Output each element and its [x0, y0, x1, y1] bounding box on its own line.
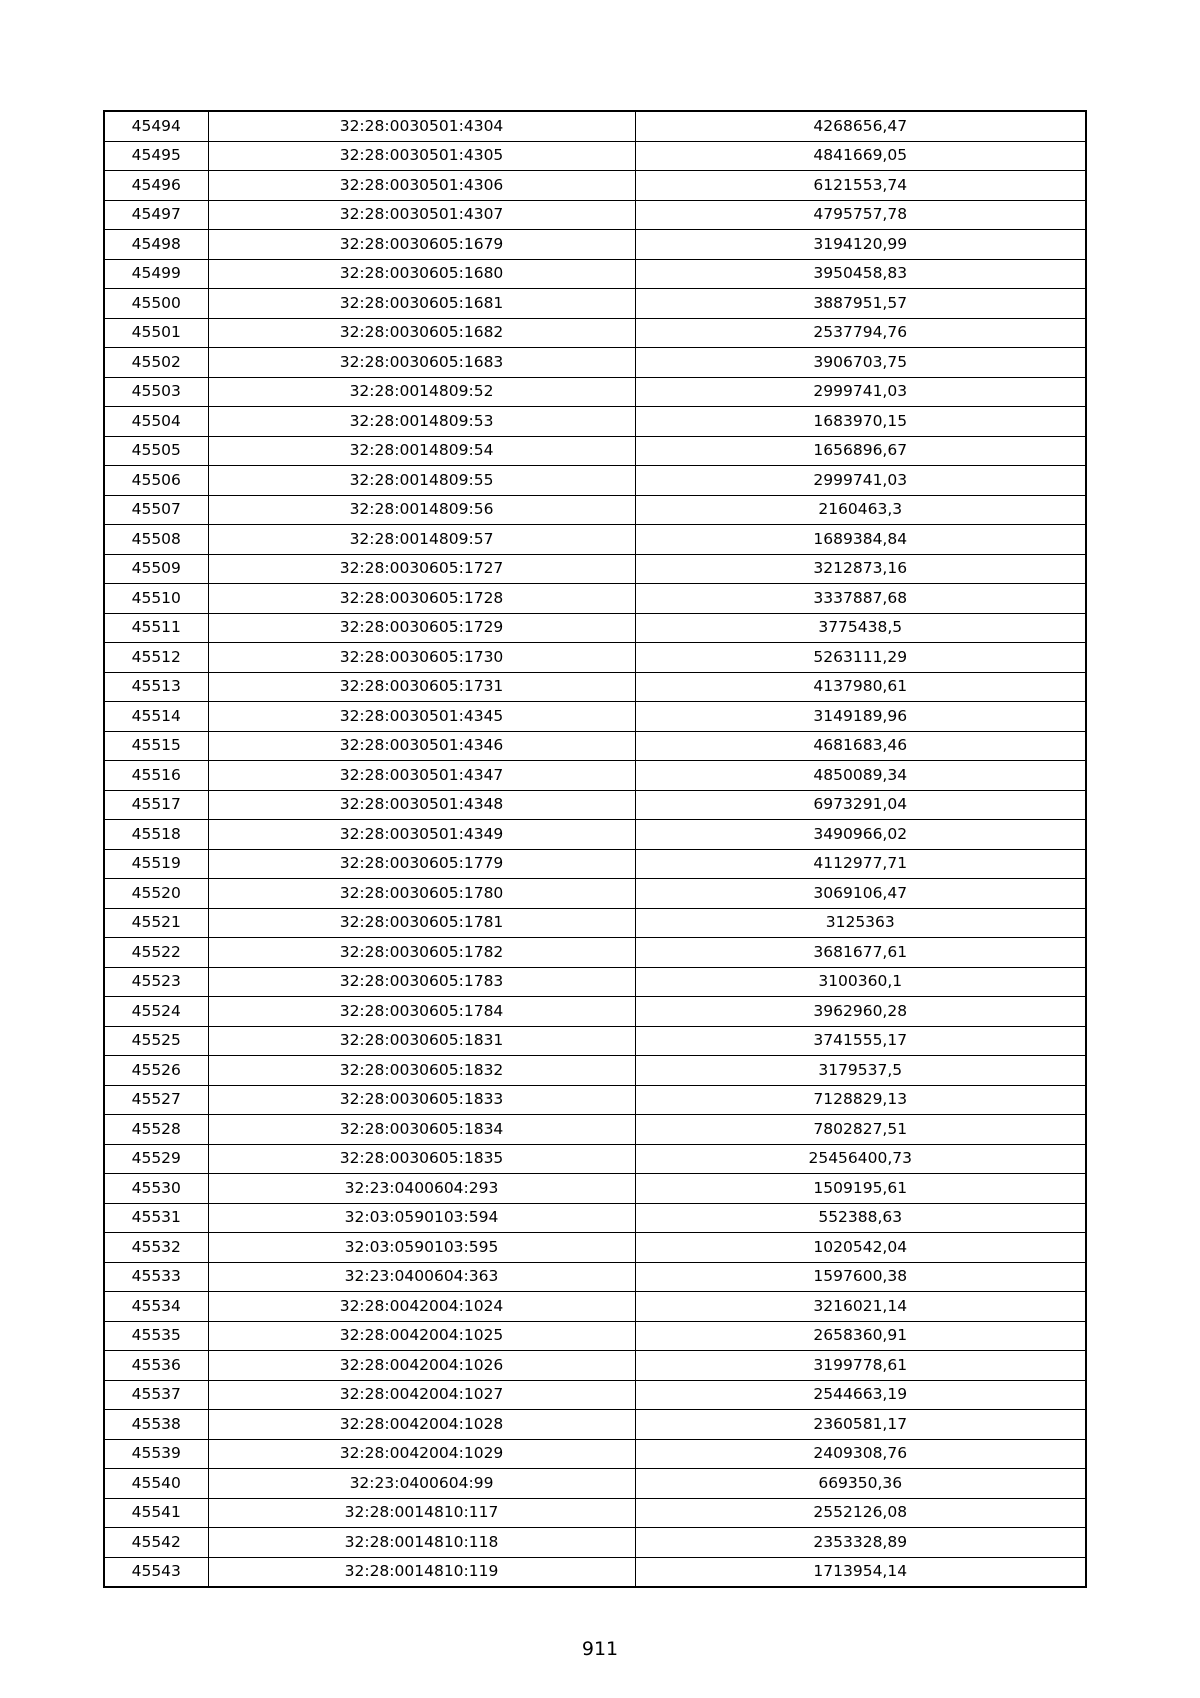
- cadastral-number-cell: 32:28:0014809:56: [208, 495, 635, 525]
- value-cell: 2544663,19: [635, 1380, 1086, 1410]
- value-cell: 3216021,14: [635, 1292, 1086, 1322]
- cadastral-number-cell: 32:28:0030605:1680: [208, 259, 635, 289]
- row-number-cell: 45513: [104, 672, 208, 702]
- table-row: [104, 111, 1086, 141]
- cadastral-number-cell: 32:28:0030501:4347: [208, 761, 635, 791]
- value-cell: 3490966,02: [635, 820, 1086, 850]
- table-row: [104, 1528, 1086, 1558]
- table-row: [104, 200, 1086, 230]
- value-cell: 3775438,5: [635, 613, 1086, 643]
- cadastral-number-cell: 32:28:0030605:1780: [208, 879, 635, 909]
- value-cell: 1713954,14: [635, 1557, 1086, 1587]
- value-cell: 3069106,47: [635, 879, 1086, 909]
- cadastral-number-cell: 32:28:0030501:4305: [208, 141, 635, 171]
- row-number-cell: 45507: [104, 495, 208, 525]
- table-row: [104, 938, 1086, 968]
- table-row: [104, 997, 1086, 1027]
- row-number-cell: 45498: [104, 230, 208, 260]
- row-number-cell: 45517: [104, 790, 208, 820]
- value-cell: 4112977,71: [635, 849, 1086, 879]
- row-number-cell: 45510: [104, 584, 208, 614]
- table-row: [104, 348, 1086, 378]
- value-cell: 1683970,15: [635, 407, 1086, 437]
- table-row: [104, 1498, 1086, 1528]
- cadastral-number-cell: 32:28:0030501:4346: [208, 731, 635, 761]
- value-cell: 2999741,03: [635, 377, 1086, 407]
- table-row: [104, 1321, 1086, 1351]
- cadastral-number-cell: 32:28:0030605:1835: [208, 1144, 635, 1174]
- table-row: [104, 466, 1086, 496]
- table-row: [104, 1292, 1086, 1322]
- table-row: [104, 820, 1086, 850]
- page-number: 911: [581, 1638, 619, 1660]
- row-number-cell: 45537: [104, 1380, 208, 1410]
- cadastral-number-cell: 32:28:0014809:52: [208, 377, 635, 407]
- cadastral-number-cell: 32:28:0014810:117: [208, 1498, 635, 1528]
- value-cell: 1597600,38: [635, 1262, 1086, 1292]
- cadastral-number-cell: 32:28:0014810:119: [208, 1557, 635, 1587]
- value-cell: 7128829,13: [635, 1085, 1086, 1115]
- cadastral-number-cell: 32:28:0030605:1832: [208, 1056, 635, 1086]
- row-number-cell: 45535: [104, 1321, 208, 1351]
- value-cell: 6121553,74: [635, 171, 1086, 201]
- row-number-cell: 45505: [104, 436, 208, 466]
- table-row: [104, 643, 1086, 673]
- cadastral-number-cell: 32:03:0590103:595: [208, 1233, 635, 1263]
- row-number-cell: 45501: [104, 318, 208, 348]
- row-number-cell: 45531: [104, 1203, 208, 1233]
- cadastral-number-cell: 32:28:0042004:1024: [208, 1292, 635, 1322]
- cadastral-number-cell: 32:28:0042004:1027: [208, 1380, 635, 1410]
- value-cell: 3125363: [635, 908, 1086, 938]
- row-number-cell: 45539: [104, 1439, 208, 1469]
- value-cell: 4268656,47: [635, 111, 1086, 141]
- table-row: [104, 171, 1086, 201]
- value-cell: 4137980,61: [635, 672, 1086, 702]
- row-number-cell: 45497: [104, 200, 208, 230]
- value-cell: 2160463,3: [635, 495, 1086, 525]
- table-row: [104, 230, 1086, 260]
- cadastral-number-cell: 32:28:0014809:55: [208, 466, 635, 496]
- value-cell: 25456400,73: [635, 1144, 1086, 1174]
- table-row: [104, 584, 1086, 614]
- value-cell: 2537794,76: [635, 318, 1086, 348]
- cadastral-number-cell: 32:28:0030605:1784: [208, 997, 635, 1027]
- table-row: [104, 879, 1086, 909]
- table-row: [104, 672, 1086, 702]
- table-row: [104, 495, 1086, 525]
- row-number-cell: 45511: [104, 613, 208, 643]
- value-cell: 4850089,34: [635, 761, 1086, 791]
- cadastral-number-cell: 32:28:0030605:1729: [208, 613, 635, 643]
- row-number-cell: 45536: [104, 1351, 208, 1381]
- value-cell: 2409308,76: [635, 1439, 1086, 1469]
- cadastral-number-cell: 32:28:0030605:1730: [208, 643, 635, 673]
- table-row: [104, 1144, 1086, 1174]
- row-number-cell: 45518: [104, 820, 208, 850]
- row-number-cell: 45532: [104, 1233, 208, 1263]
- table-row: [104, 259, 1086, 289]
- row-number-cell: 45499: [104, 259, 208, 289]
- table-row: [104, 908, 1086, 938]
- value-cell: 2999741,03: [635, 466, 1086, 496]
- row-number-cell: 45504: [104, 407, 208, 437]
- table-row: [104, 1351, 1086, 1381]
- row-number-cell: 45500: [104, 289, 208, 319]
- cadastral-number-cell: 32:28:0014810:118: [208, 1528, 635, 1558]
- table-row: [104, 525, 1086, 555]
- cadastral-number-cell: 32:28:0030605:1681: [208, 289, 635, 319]
- value-cell: 669350,36: [635, 1469, 1086, 1499]
- row-number-cell: 45495: [104, 141, 208, 171]
- value-cell: 4841669,05: [635, 141, 1086, 171]
- row-number-cell: 45502: [104, 348, 208, 378]
- table-row: [104, 967, 1086, 997]
- registry-table-body: [104, 111, 1086, 1587]
- table-row: [104, 407, 1086, 437]
- table-row: [104, 1469, 1086, 1499]
- cadastral-number-cell: 32:28:0030605:1781: [208, 908, 635, 938]
- cadastral-number-cell: 32:28:0030501:4304: [208, 111, 635, 141]
- row-number-cell: 45534: [104, 1292, 208, 1322]
- table-row: [104, 1203, 1086, 1233]
- table-row: [104, 613, 1086, 643]
- value-cell: 2552126,08: [635, 1498, 1086, 1528]
- row-number-cell: 45528: [104, 1115, 208, 1145]
- cadastral-number-cell: 32:23:0400604:293: [208, 1174, 635, 1204]
- row-number-cell: 45508: [104, 525, 208, 555]
- value-cell: 6973291,04: [635, 790, 1086, 820]
- row-number-cell: 45520: [104, 879, 208, 909]
- value-cell: 2658360,91: [635, 1321, 1086, 1351]
- table-row: [104, 790, 1086, 820]
- value-cell: 5263111,29: [635, 643, 1086, 673]
- table-row: [104, 1439, 1086, 1469]
- value-cell: 4681683,46: [635, 731, 1086, 761]
- row-number-cell: 45543: [104, 1557, 208, 1587]
- cadastral-number-cell: 32:23:0400604:99: [208, 1469, 635, 1499]
- cadastral-number-cell: 32:28:0042004:1025: [208, 1321, 635, 1351]
- table-row: [104, 1026, 1086, 1056]
- value-cell: 552388,63: [635, 1203, 1086, 1233]
- row-number-cell: 45522: [104, 938, 208, 968]
- row-number-cell: 45506: [104, 466, 208, 496]
- row-number-cell: 45503: [104, 377, 208, 407]
- table-row: [104, 436, 1086, 466]
- row-number-cell: 45530: [104, 1174, 208, 1204]
- table-row: [104, 377, 1086, 407]
- table-row: [104, 1056, 1086, 1086]
- value-cell: 3337887,68: [635, 584, 1086, 614]
- table-row: [104, 1410, 1086, 1440]
- row-number-cell: 45542: [104, 1528, 208, 1558]
- row-number-cell: 45526: [104, 1056, 208, 1086]
- cadastral-number-cell: 32:28:0030605:1683: [208, 348, 635, 378]
- table-row: [104, 141, 1086, 171]
- cadastral-number-cell: 32:28:0014809:53: [208, 407, 635, 437]
- cadastral-number-cell: 32:28:0030605:1727: [208, 554, 635, 584]
- table-row: [104, 1085, 1086, 1115]
- value-cell: 2360581,17: [635, 1410, 1086, 1440]
- table-row: [104, 761, 1086, 791]
- value-cell: 1689384,84: [635, 525, 1086, 555]
- cadastral-number-cell: 32:28:0030501:4307: [208, 200, 635, 230]
- row-number-cell: 45496: [104, 171, 208, 201]
- cadastral-number-cell: 32:23:0400604:363: [208, 1262, 635, 1292]
- cadastral-number-cell: 32:28:0042004:1026: [208, 1351, 635, 1381]
- row-number-cell: 45514: [104, 702, 208, 732]
- cadastral-number-cell: 32:28:0030605:1679: [208, 230, 635, 260]
- value-cell: 3887951,57: [635, 289, 1086, 319]
- cadastral-number-cell: 32:28:0030501:4348: [208, 790, 635, 820]
- cadastral-number-cell: 32:28:0030605:1731: [208, 672, 635, 702]
- value-cell: 3962960,28: [635, 997, 1086, 1027]
- table-row: [104, 554, 1086, 584]
- row-number-cell: 45529: [104, 1144, 208, 1174]
- registry-table: [103, 110, 1087, 1588]
- cadastral-number-cell: 32:28:0042004:1028: [208, 1410, 635, 1440]
- cadastral-number-cell: 32:28:0030605:1831: [208, 1026, 635, 1056]
- cadastral-number-cell: 32:03:0590103:594: [208, 1203, 635, 1233]
- cadastral-number-cell: 32:28:0030501:4349: [208, 820, 635, 850]
- row-number-cell: 45527: [104, 1085, 208, 1115]
- value-cell: 3199778,61: [635, 1351, 1086, 1381]
- table-row: [104, 1262, 1086, 1292]
- row-number-cell: 45541: [104, 1498, 208, 1528]
- value-cell: 3906703,75: [635, 348, 1086, 378]
- row-number-cell: 45533: [104, 1262, 208, 1292]
- table-row: [104, 289, 1086, 319]
- cadastral-number-cell: 32:28:0030605:1833: [208, 1085, 635, 1115]
- cadastral-number-cell: 32:28:0030605:1783: [208, 967, 635, 997]
- cadastral-number-cell: 32:28:0030605:1682: [208, 318, 635, 348]
- row-number-cell: 45521: [104, 908, 208, 938]
- row-number-cell: 45540: [104, 1469, 208, 1499]
- value-cell: 3212873,16: [635, 554, 1086, 584]
- table-row: [104, 1233, 1086, 1263]
- row-number-cell: 45509: [104, 554, 208, 584]
- row-number-cell: 45512: [104, 643, 208, 673]
- value-cell: 3149189,96: [635, 702, 1086, 732]
- cadastral-number-cell: 32:28:0030605:1834: [208, 1115, 635, 1145]
- value-cell: 3681677,61: [635, 938, 1086, 968]
- row-number-cell: 45516: [104, 761, 208, 791]
- cadastral-number-cell: 32:28:0030501:4306: [208, 171, 635, 201]
- table-row: [104, 702, 1086, 732]
- value-cell: 3179537,5: [635, 1056, 1086, 1086]
- value-cell: 1509195,61: [635, 1174, 1086, 1204]
- row-number-cell: 45519: [104, 849, 208, 879]
- value-cell: 2353328,89: [635, 1528, 1086, 1558]
- table-row: [104, 318, 1086, 348]
- cadastral-number-cell: 32:28:0042004:1029: [208, 1439, 635, 1469]
- row-number-cell: 45523: [104, 967, 208, 997]
- row-number-cell: 45494: [104, 111, 208, 141]
- cadastral-number-cell: 32:28:0030605:1779: [208, 849, 635, 879]
- value-cell: 4795757,78: [635, 200, 1086, 230]
- table-row: [104, 849, 1086, 879]
- cadastral-number-cell: 32:28:0014809:54: [208, 436, 635, 466]
- cadastral-number-cell: 32:28:0030501:4345: [208, 702, 635, 732]
- value-cell: 3194120,99: [635, 230, 1086, 260]
- cadastral-number-cell: 32:28:0030605:1782: [208, 938, 635, 968]
- row-number-cell: 45525: [104, 1026, 208, 1056]
- table-row: [104, 1380, 1086, 1410]
- table-row: [104, 1115, 1086, 1145]
- table-row: [104, 1174, 1086, 1204]
- row-number-cell: 45524: [104, 997, 208, 1027]
- table-row: [104, 731, 1086, 761]
- cadastral-number-cell: 32:28:0030605:1728: [208, 584, 635, 614]
- value-cell: 3100360,1: [635, 967, 1086, 997]
- value-cell: 7802827,51: [635, 1115, 1086, 1145]
- value-cell: 1020542,04: [635, 1233, 1086, 1263]
- value-cell: 3741555,17: [635, 1026, 1086, 1056]
- value-cell: 3950458,83: [635, 259, 1086, 289]
- row-number-cell: 45538: [104, 1410, 208, 1440]
- table-row: [104, 1557, 1086, 1587]
- cadastral-number-cell: 32:28:0014809:57: [208, 525, 635, 555]
- value-cell: 1656896,67: [635, 436, 1086, 466]
- row-number-cell: 45515: [104, 731, 208, 761]
